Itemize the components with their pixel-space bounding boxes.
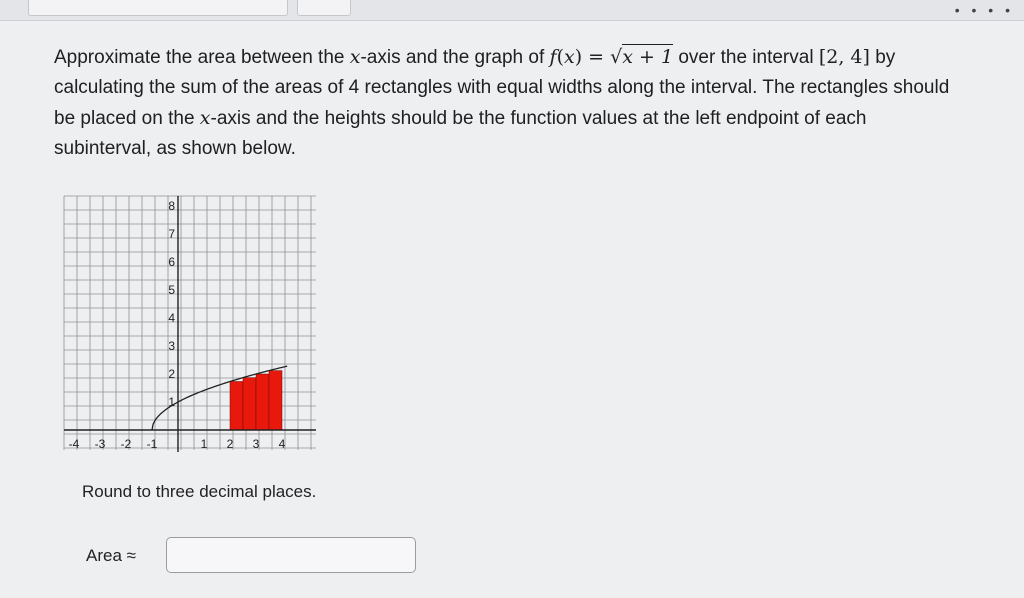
x-tick-label: 2 xyxy=(226,437,234,451)
riemann-rectangle xyxy=(243,378,256,430)
y-tick-label: 5 xyxy=(168,283,175,297)
more-icon[interactable]: • • • • xyxy=(954,2,1014,18)
x-tick-label: -4 xyxy=(68,437,80,451)
question-text: Approximate the area between the x-axis and the graph of f(x) = √x + 1 over the interval [2, 4] by calculating the sum of the areas of 4 rectangles with equal widths along the interval. The rectangles should be placed on the x-axis and the heights should be the function values at the left endpoint of each subinterval, as shown below. xyxy=(54,46,950,159)
top-toolbar xyxy=(0,0,1024,21)
x-tick-label: 4 xyxy=(278,437,286,451)
x-tick-labels xyxy=(69,437,286,451)
x-tick-label: -3 xyxy=(94,437,106,451)
riemann-rectangle xyxy=(256,374,269,430)
toolbar-tab[interactable] xyxy=(28,0,288,16)
riemann-rectangle xyxy=(230,382,243,430)
y-tick-label: 2 xyxy=(168,367,175,381)
toolbar-tab[interactable] xyxy=(297,0,351,16)
y-tick-label: 7 xyxy=(168,227,175,241)
y-tick-labels xyxy=(168,199,175,409)
x-tick-label: 3 xyxy=(252,437,260,451)
area-label: Area ≈ xyxy=(86,546,136,565)
y-tick-label: 8 xyxy=(168,199,175,213)
y-tick-label: 4 xyxy=(168,311,175,325)
graph xyxy=(58,190,320,460)
y-tick-label: 3 xyxy=(168,339,175,353)
y-tick-label: 6 xyxy=(168,255,175,269)
riemann-rectangle xyxy=(269,371,282,430)
round-instruction: Round to three decimal places. xyxy=(82,482,317,501)
area-input[interactable] xyxy=(166,537,416,573)
x-tick-label: -2 xyxy=(120,437,132,451)
x-tick-label: 1 xyxy=(200,437,208,451)
y-tick-label: 1 xyxy=(168,395,175,409)
x-tick-label: -1 xyxy=(146,437,158,451)
